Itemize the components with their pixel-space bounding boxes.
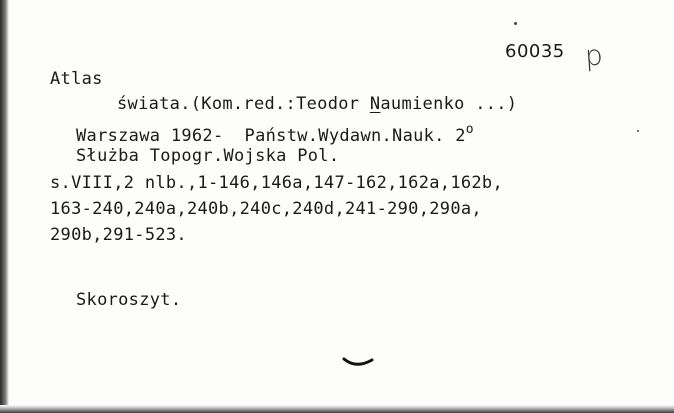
imprint-line-2: Służba Topogr.Wojska Pol. bbox=[76, 146, 340, 166]
note-line: Skoroszyt. bbox=[76, 290, 182, 310]
speck bbox=[514, 22, 517, 25]
collation-line-3: 290b,291-523. bbox=[50, 225, 187, 245]
collation-line-1: s.VIII,2 nlb.,1-146,146a,147-162,162a,162b, bbox=[50, 173, 503, 193]
title-line bbox=[117, 94, 517, 114]
title-rest: aumienko ...) bbox=[380, 94, 518, 114]
title-prefix: świata.(Kom.red.:Teodor bbox=[117, 94, 370, 114]
shelfmark-number: 60035 bbox=[505, 41, 565, 62]
imprint-line-1 bbox=[76, 120, 474, 146]
card-left-shadow bbox=[0, 0, 9, 413]
handwritten-mark: p bbox=[583, 38, 605, 73]
imprint-edition-mark: o bbox=[465, 122, 474, 137]
collation-line-2: 163-240,240a,240b,240c,240d,241-290,290a, bbox=[50, 199, 482, 219]
heading-word: Atlas bbox=[50, 69, 103, 89]
title-underlined-letter: N bbox=[369, 94, 381, 114]
pen-stroke-mark bbox=[342, 355, 376, 371]
card-bottom-shadow bbox=[0, 405, 674, 413]
imprint-place-date: Warszawa 1962- Państw.Wydawn.Nauk. 2 bbox=[76, 126, 466, 146]
speck bbox=[637, 130, 639, 132]
